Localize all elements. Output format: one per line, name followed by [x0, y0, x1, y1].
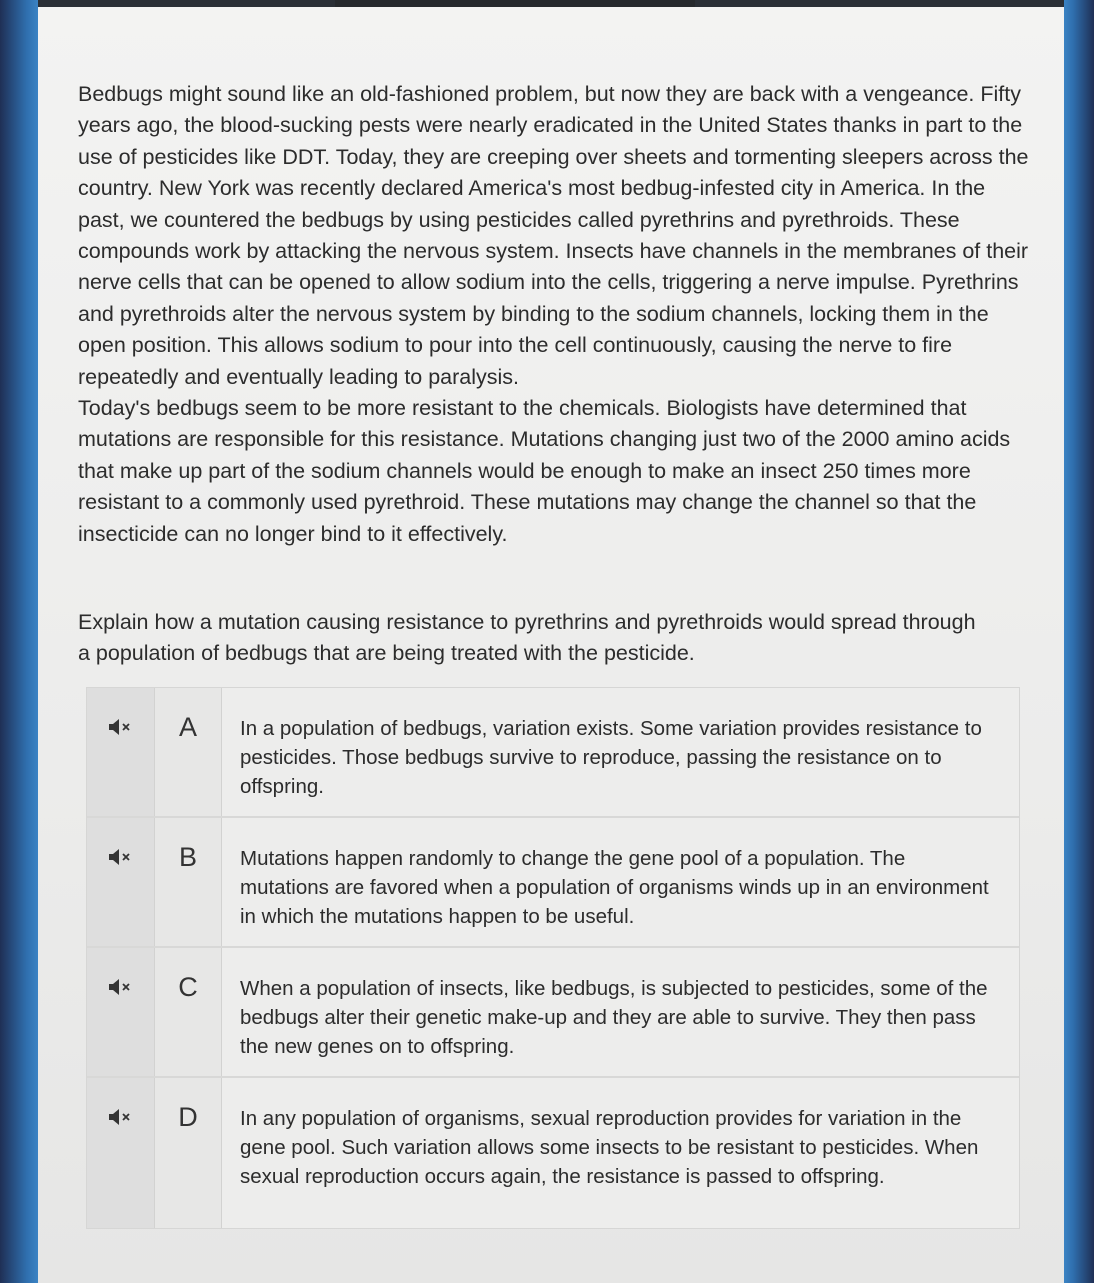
speaker-muted-icon	[108, 718, 134, 736]
speaker-muted-icon	[108, 848, 134, 866]
choice-c[interactable]	[87, 948, 1019, 1078]
question-prompt: Explain how a mutation causing resistance to pyrethrins and pyrethroids would spread through a population of bedbugs that are being treated with the pesticide.	[78, 610, 976, 665]
monitor-bezel-left	[0, 0, 38, 1283]
speaker-muted-icon	[108, 1108, 134, 1126]
choice-a-letter: A	[155, 688, 222, 816]
choice-a[interactable]	[87, 688, 1019, 818]
choice-a-text[interactable]: In a population of bedbugs, variation exists. Some variation provides resistance to pesticides. Those bedbugs survive to reproduce, passing the resistance on to offspring.	[222, 688, 1019, 816]
choice-c-audio-button[interactable]	[87, 948, 155, 1076]
choice-b-audio-button[interactable]	[87, 818, 155, 946]
choice-c-text[interactable]: When a population of insects, like bedbugs, is subjected to pesticides, some of the bedbugs alter their genetic make-up and they are able to survive. They then pass the new genes on to offspring.	[222, 948, 1019, 1076]
choice-d-audio-button[interactable]	[87, 1078, 155, 1228]
choice-d-text[interactable]: In any population of organisms, sexual reproduction provides for variation in the gene pool. Such variation allows some insects to be resistant to pesticides. When sexual reproduction occurs again, the resistance is passed to offspring.	[222, 1078, 1019, 1228]
top-bezel-bar	[335, 0, 695, 7]
choice-d[interactable]	[87, 1078, 1019, 1228]
monitor-bezel-right	[1064, 0, 1094, 1283]
screen	[38, 7, 1064, 1283]
choice-d-letter: D	[155, 1078, 222, 1228]
choice-c-letter: C	[155, 948, 222, 1076]
passage-paragraph-2: Today's bedbugs seem to be more resistant to the chemicals. Biologists have determined that mutations are responsible for this resistance. Mutations changing just two of the 2000 amino acids that make up part of the sodium channels would be enough to make an insect 250 times more resistant to a commonly used pyrethroid. These mutations may change the channel so that the insecticide can no longer bind to it effectively.	[78, 396, 1011, 546]
passage-paragraph-1: Bedbugs might sound like an old-fashioned problem, but now they are back with a vengeance. Fifty years ago, the blood-sucking pests were nearly eradicated in the United States thanks in part to the use of pesticides like DDT. Today, they are creeping over sheets and tormenting sleepers across the country. New York was recently declared America's most bedbug-infested city in America. In the past, we countered the bedbugs by using pesticides called pyrethrins and pyrethroids. These compounds work by attacking the nervous system. Insects have channels in the membranes of their nerve cells that can be opened to allow sodium into the cells, triggering a nerve impulse. Pyrethrins and pyrethroids alter the nervous system by binding to the sodium channels, locking them in the open position. This allows sodium to pour into the cell continuously, causing the nerve to fire repeatedly and eventually leading to paralysis.	[78, 82, 1029, 389]
reading-passage	[78, 79, 1034, 550]
choice-a-audio-button[interactable]	[87, 688, 155, 816]
answer-choices	[86, 687, 1020, 1229]
speaker-muted-icon	[108, 978, 134, 996]
choice-b-letter: B	[155, 818, 222, 946]
choice-b[interactable]	[87, 818, 1019, 948]
choice-b-text[interactable]: Mutations happen randomly to change the gene pool of a population. The mutations are favored when a population of organisms winds up in an environment in which the mutations happen to be useful.	[222, 818, 1019, 946]
